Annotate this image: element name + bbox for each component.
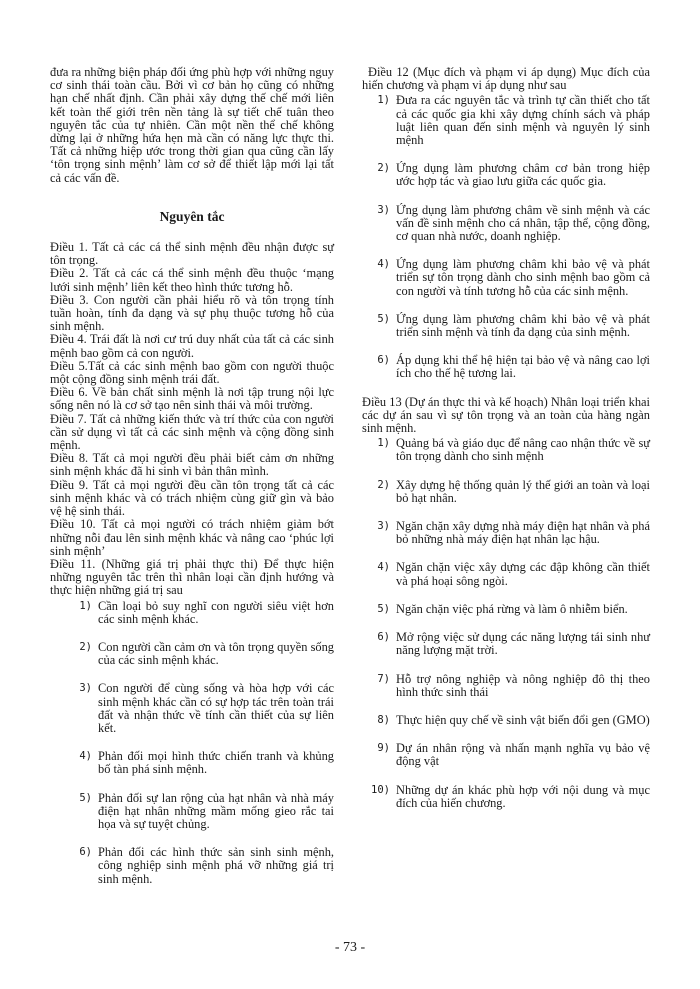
article-7: Điều 7. Tất cả những kiến thức và trí thức của con người cần sử dụng vì tất cả các sinh mệnh và cộng đồng sinh mệnh. bbox=[50, 411, 334, 453]
right-column bbox=[362, 66, 650, 825]
page-number: - 73 - bbox=[334, 940, 366, 955]
section-heading: Nguyên tắc bbox=[159, 208, 225, 224]
list-item: 2) Con người cần cảm ơn và tôn trọng quyền sống của các sinh mệnh khác. bbox=[79, 639, 334, 668]
list-item: 1) Đưa ra các nguyên tắc và trình tự cần thiết cho tất cả các quốc gia khi xây dựng chính sách và pháp luật liên quan đến sinh mệnh và nguyên lý sinh mệnh bbox=[377, 93, 650, 148]
list-item: 4) Ngăn chặn việc xây dựng các đập không cần thiết và phá hoại sông ngòi. bbox=[377, 560, 650, 588]
list-item: 9) Dự án nhân rộng và nhấn mạnh nghĩa vụ bảo vệ động vật bbox=[377, 741, 650, 769]
list-item: 3) Ngăn chặn xây dựng nhà máy điện hạt nhân và phá bỏ những nhà máy điện hạt nhân lạc hậu. bbox=[377, 519, 650, 547]
list-item: 4) Ứng dụng làm phương châm khi bảo vệ và phát triển sự tôn trọng dành cho sinh mệnh bao gồm cả con người và tính tương hỗ của các sinh mệnh. bbox=[377, 257, 650, 298]
list-item: 2) Ứng dụng làm phương châm cơ bản trong hiệp ước hợp tác và giao lưu giữa các quốc gia. bbox=[377, 161, 650, 189]
article-13: Điều 13 (Dự án thực thi và kế hoạch) Nhân loại triển khai các dự án sau vì sự tôn trọng và an toàn của hàng ngàn sinh mệnh. bbox=[362, 394, 650, 436]
list-item: 4) Phản đối mọi hình thức chiến tranh và khủng bố tàn phá sinh mệnh. bbox=[79, 749, 334, 777]
article-8: Điều 8. Tất cả mọi người đều phải biết cảm ơn những sinh mệnh khác đã hi sinh vì bản thân mình. bbox=[50, 451, 334, 479]
left-column bbox=[50, 66, 334, 901]
article-5: Điều 5.Tất cả các sinh mệnh bao gồm con người thuộc một cộng đồng sinh mệnh trái đất. bbox=[50, 358, 334, 387]
list-item: 3) Ứng dụng làm phương châm về sinh mệnh và các vấn đề sinh mệnh cho cá nhân, tập thể, cộng đồng, cơ quan nhà nước, doanh nghiệp. bbox=[377, 202, 650, 244]
article-12-list bbox=[362, 94, 650, 380]
list-item: 6) Phản đối các hình thức sản sinh sinh mệnh, công nghiệp sinh mệnh phá vỡ những giá trị sinh mệnh. bbox=[79, 845, 334, 886]
article-9: Điều 9. Tất cả mọi người đều cần tôn trọng tất cả các sinh mệnh khác và có trách nhiệm cùng giữ gìn và bảo vệ hệ sinh thái. bbox=[50, 477, 334, 519]
article-11-values-list bbox=[50, 600, 334, 886]
article-3: Điều 3. Con người cần phải hiểu rõ và tôn trọng tính tuần hoàn, tính đa dạng và sự phụ thuộc tương hỗ của sinh mệnh. bbox=[50, 292, 334, 334]
article-10: Điều 10. Tất cả mọi người có trách nhiệm giảm bớt những nỗi đau lên sinh mệnh khác và nâng cao ‘phúc lợi sinh mệnh’ bbox=[50, 517, 334, 558]
list-item: 6) Mở rộng việc sử dụng các năng lượng tái sinh như năng lượng mặt trời. bbox=[377, 630, 650, 658]
article-list-left bbox=[50, 241, 334, 597]
list-item: 6) Áp dụng khi thể hệ hiện tại bảo vệ và nâng cao lợi ích cho thế hệ tương lai. bbox=[377, 353, 650, 381]
list-item: 5) Ngăn chặn việc phá rừng và làm ô nhiễm biển. bbox=[377, 601, 628, 616]
intro-paragraph: đưa ra những biện pháp đối ứng phù hợp với những nguy cơ sinh thái toàn cầu. Bởi vì cơ bản họ cũng có những hạn chế nhất định. Cần phải xây dựng thế chế mới liên kết toàn thế giới trên nền tảng là sự tiết chế tuân theo nguyên tắc của tự nhiên. Cần một nền thể chế không dừng lại ở những hứa hẹn mà cần có năng lực thực thi. Tất cả những hiệp ước trong thời gian qua cũng cần lấy ‘tôn trọng sinh mệnh’ làm cơ sở để thiết lập mới lại tất cả các vấn đề. bbox=[50, 65, 334, 185]
article-13-list bbox=[362, 437, 650, 810]
article-6: Điều 6. Về bản chất sinh mệnh là nơi tập trung nội lực sống nên nó là cơ sở tạo nên sinh thái và môi trường. bbox=[50, 385, 334, 413]
list-item: 5) Phản đối sự lan rộng của hạt nhân và nhà máy điện hạt nhân những mầm mống gieo rắc tai họa và sự tuyệt chủng. bbox=[79, 790, 334, 831]
list-item: 1) Quảng bá và giáo dục để nâng cao nhận thức về sự tôn trọng dành cho sinh mệnh bbox=[377, 436, 650, 464]
article-11: Điều 11. (Những giá trị phải thực thi) Để thực hiện những nguyên tắc trên thì nhân loại cần định hướng và thực hiện những giá trị sau bbox=[50, 556, 334, 598]
list-item: 1) Cần loại bỏ suy nghĩ con người siêu việt hơn các sinh mệnh khác. bbox=[79, 598, 334, 626]
article-1: Điều 1. Tất cả các cá thể sinh mệnh đều nhận được sự tôn trọng. bbox=[50, 240, 334, 268]
list-item: 2) Xây dựng hệ thống quản lý thế giới an toàn và loại bỏ hạt nhân. bbox=[377, 477, 650, 505]
list-item: 10) Những dự án khác phù hợp với nội dung và mục đích của hiến chương. bbox=[371, 782, 650, 810]
article-12: Điều 12 (Mục đích và phạm vi áp dụng) Mục đích của hiến chương và phạm vi áp dụng như sau bbox=[362, 65, 650, 93]
list-item: 3) Con người để cùng sống và hòa hợp với các sinh mệnh khác cần có sự hợp tác trên toàn trái đất và nhận thức về tính cần thiết của sự liên kết. bbox=[79, 681, 334, 735]
list-item: 5) Ứng dụng làm phương châm khi bảo vệ và phát triển sinh mệnh và tính đa dạng của sinh mệnh. bbox=[377, 311, 650, 340]
list-item: 7) Hỗ trợ nông nghiệp và nông nghiệp đô thị theo hình thức sinh thái bbox=[377, 671, 650, 699]
article-2: Điều 2. Tất cả các cá thể sinh mệnh đều thuộc ‘mạng lưới sinh mệnh’ liên kết theo hình thức tương hỗ. bbox=[50, 266, 334, 294]
list-item: 8) Thực hiện quy chế về sinh vật biến đổi gen (GMO) bbox=[377, 712, 650, 727]
article-4: Điều 4. Trái đất là nơi cư trú duy nhất của tất cả các sinh mệnh bao gồm cả con người. bbox=[50, 332, 334, 360]
